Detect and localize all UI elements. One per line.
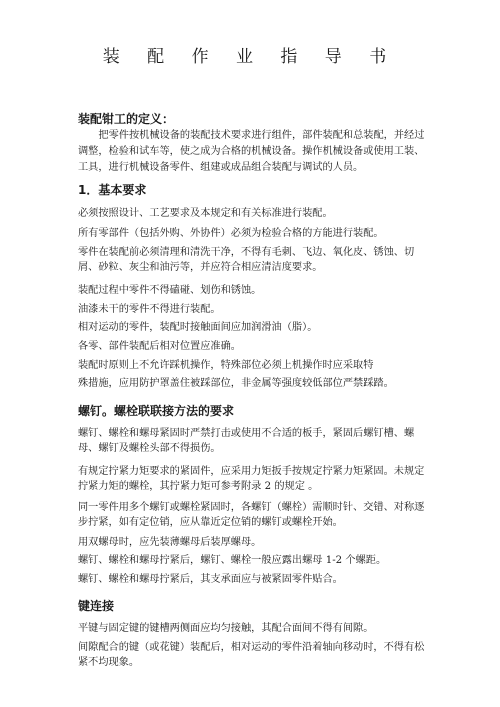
section-2-item: 螺钉、螺栓和螺母拧紧后，其支承面应与被紧固零件贴合。	[78, 574, 343, 585]
section-1-heading: 1．基本要求	[78, 183, 147, 197]
section-2-item: 螺钉、螺栓和螺母拧紧后，螺钉、螺栓一般应露出螺母 1-2 个螺距。	[78, 555, 387, 566]
section-2-heading: 螺钉。螺栓联联接方法的要求	[78, 404, 235, 418]
definition-paragraph: 把零件按机械设备的装配技术要求进行组件，部件装配和总装配，并经过调整，检验和试车等，使之成为合格的机械设备。操作机械设备或使用工装、工具，进行机械设备零件、组建或成品组合装配与调试的人员。	[78, 130, 425, 173]
section-2-item: 同一零件用多个螺钉或螺栓紧固时，各螺钉（螺栓）需顺时针、交错、对称逐步拧紧，如有定位销，应从靠近定位销的螺钉或螺栓开始。	[78, 502, 425, 528]
section-1-item: 各零、部件装配后相对位置应准确。	[78, 341, 241, 352]
section-3-heading: 键连接	[78, 599, 115, 613]
section-1-item: 装配时原则上不允许踩机操作，特殊部位必须上机操作时应采取特	[78, 360, 374, 371]
section-2-item: 螺钉、螺栓和螺母紧固时严禁打击或使用不合适的板手，紧固后螺钉槽、螺母、螺钉及螺栓头部不得损伤。	[78, 428, 415, 454]
section-1-item: 油漆未干的零件不得进行装配。	[78, 304, 221, 315]
definition-heading: 装配钳工的定义：	[78, 112, 175, 126]
section-3-item: 间隙配合的键（或花键）装配后，相对运动的零件沿着轴向移动时，不得有松紧不均现象。	[78, 642, 425, 668]
document-title: 装 配 作 业 指 导 书	[102, 47, 398, 67]
section-2-item: 用双螺母时，应先装薄螺母后装厚螺母。	[78, 537, 262, 548]
section-1-item: 装配过程中零件不得磕碰、划伤和锈蚀。	[78, 285, 262, 296]
section-2-item: 有规定拧紧力矩要求的紧固件，应采用力矩扳手按规定拧紧力矩紧固。未规定拧紧力矩的螺栓，其拧紧力矩可参考附录 2 的规定 。	[78, 466, 425, 492]
section-1-item: 相对运动的零件，装配时接触面间应加润滑油（脂）。	[78, 322, 318, 333]
section-1-item: 必须按照设计、工艺要求及本规定和有关标准进行装配。	[78, 208, 333, 219]
section-1-item: 所有零部件（包括外购、外协件）必须为检验合格的方能进行装配。	[78, 228, 384, 239]
section-3-item: 平键与固定键的键槽两侧面应均匀接触，其配合面间不得有间隙。	[78, 623, 374, 634]
section-1-item: 殊措施，应用防护罩盖住被踩部位，非金属等强度较低部位严禁踩踏。	[78, 378, 394, 389]
section-1-item: 零件在装配前必须清理和清洗干净，不得有毛刺、飞边、氧化皮、锈蚀、切屑、砂粒、灰尘和油污等，并应符合相应清洁度要求。	[78, 247, 415, 273]
